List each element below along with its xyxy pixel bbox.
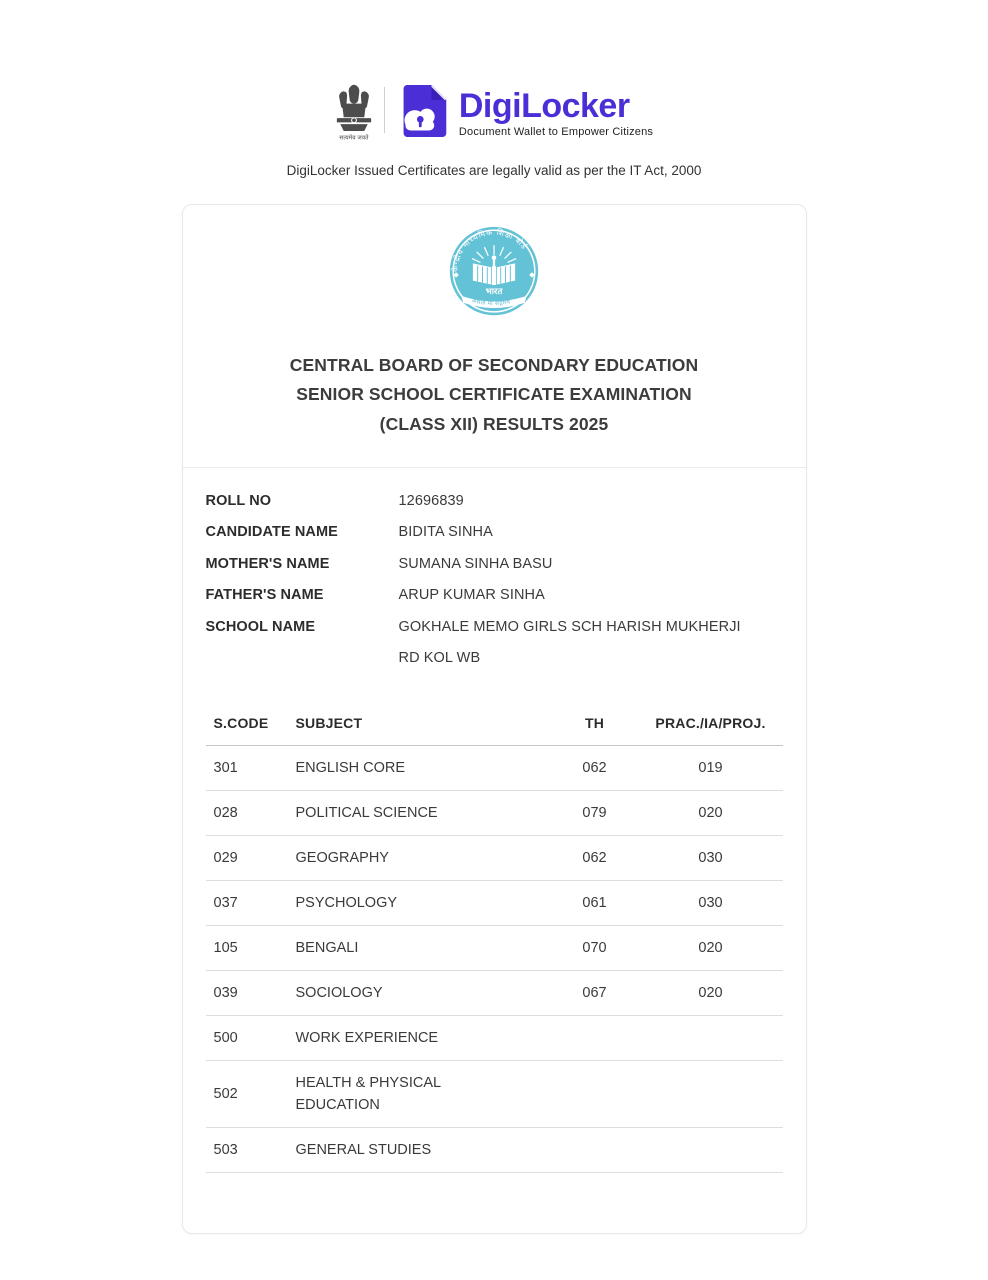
subject-code: 029 bbox=[213, 849, 238, 866]
column-header-scode: S.CODE bbox=[213, 714, 269, 731]
marks-table-row bbox=[206, 926, 783, 971]
marks-table-row bbox=[206, 1128, 783, 1173]
digilocker-wordmark: DigiLocker bbox=[458, 87, 630, 125]
theory-marks: 061 bbox=[582, 894, 607, 911]
detail-value: SUMANA SINHA BASU bbox=[398, 555, 553, 572]
column-header-prac: PRAC./IA/PROJ. bbox=[655, 714, 766, 731]
subject-name-text: GEOGRAPHY bbox=[295, 849, 389, 866]
subject-name bbox=[296, 836, 551, 880]
subject-code: 502 bbox=[213, 1085, 238, 1102]
marks-table-row bbox=[206, 836, 783, 881]
detail-value: BIDITA SINHA bbox=[398, 524, 493, 541]
detail-label: FATHER'S NAME bbox=[205, 587, 324, 604]
subject-code: 105 bbox=[213, 939, 238, 956]
detail-value: ARUP KUMAR SINHA bbox=[398, 587, 545, 604]
detail-value: 12696839 bbox=[398, 492, 464, 509]
marks-table-row bbox=[206, 1061, 783, 1128]
cbse-motto-text: असतो मा सद्गमय bbox=[470, 298, 512, 308]
certificate-title-line1: CENTRAL BOARD OF SECONDARY EDUCATION bbox=[289, 355, 699, 375]
theory-marks: 070 bbox=[582, 939, 607, 956]
detail-row bbox=[206, 517, 783, 549]
subject-name bbox=[296, 791, 551, 835]
subject-name-text: GENERAL STUDIES bbox=[295, 1141, 432, 1158]
practical-marks: 030 bbox=[698, 849, 723, 866]
subject-code: 037 bbox=[213, 894, 238, 911]
subject-name-text: WORK EXPERIENCE bbox=[295, 1029, 439, 1046]
subject-code: 301 bbox=[213, 759, 238, 776]
subject-code: 039 bbox=[213, 984, 238, 1001]
marks-table bbox=[206, 701, 783, 1173]
detail-row bbox=[206, 549, 783, 581]
subject-name-text: BENGALI bbox=[295, 939, 359, 956]
subject-name-text: ENGLISH CORE bbox=[295, 759, 406, 776]
column-header-subject: SUBJECT bbox=[295, 714, 363, 731]
marks-table-row bbox=[206, 881, 783, 926]
detail-row bbox=[206, 612, 783, 675]
theory-marks: 079 bbox=[582, 804, 607, 821]
subject-code: 028 bbox=[213, 804, 238, 821]
cbse-logo bbox=[446, 225, 542, 321]
marks-table-row bbox=[206, 746, 783, 791]
marks-table-row bbox=[206, 791, 783, 836]
subject-name bbox=[296, 1128, 551, 1172]
practical-marks: 030 bbox=[698, 894, 723, 911]
subject-name bbox=[296, 881, 551, 925]
detail-label: SCHOOL NAME bbox=[205, 618, 316, 635]
open-book-icon bbox=[473, 263, 515, 285]
certificate-title-line2: SENIOR SCHOOL CERTIFICATE EXAMINATION bbox=[296, 384, 692, 405]
marks-table-row bbox=[206, 971, 783, 1016]
detail-label: MOTHER'S NAME bbox=[205, 555, 330, 572]
header-divider bbox=[384, 87, 385, 133]
subject-name-text: PSYCHOLOGY bbox=[295, 894, 398, 911]
marks-table-row bbox=[206, 1016, 783, 1061]
subject-name-text: POLITICAL SCIENCE bbox=[295, 804, 438, 821]
detail-value: GOKHALE MEMO GIRLS SCH HARISH MUKHERJI RD KOL WB bbox=[398, 618, 741, 667]
subject-code: 503 bbox=[213, 1141, 238, 1158]
legal-notice: DigiLocker Issued Certificates are legally valid as per the IT Act, 2000 bbox=[286, 163, 702, 178]
column-header-th: TH bbox=[584, 714, 605, 731]
ashoka-lion-capital-icon bbox=[335, 83, 373, 143]
subject-name-text: HEALTH & PHYSICAL EDUCATION bbox=[295, 1074, 441, 1113]
digilocker-header bbox=[0, 0, 988, 146]
candidate-details bbox=[183, 468, 806, 675]
cloud-lock-icon bbox=[404, 109, 434, 131]
digilocker-logo-icon bbox=[398, 83, 450, 139]
theory-marks: 062 bbox=[582, 849, 607, 866]
subject-name bbox=[296, 971, 551, 1015]
detail-row bbox=[206, 580, 783, 612]
india-national-emblem-icon bbox=[335, 83, 373, 143]
subject-name-text: SOCIOLOGY bbox=[295, 984, 383, 1001]
certificate-head bbox=[183, 205, 806, 467]
detail-row bbox=[206, 486, 783, 518]
certificate-card bbox=[182, 204, 807, 1234]
detail-label: ROLL NO bbox=[205, 492, 272, 509]
subject-name bbox=[296, 926, 551, 970]
subject-name bbox=[296, 1061, 551, 1127]
cbse-arc-text: केन्द्रीय माध्यमिक शिक्षा बोर्ड bbox=[450, 227, 530, 273]
subject-name bbox=[296, 1016, 551, 1060]
bharat-text: भारत bbox=[485, 286, 503, 297]
subject-code: 500 bbox=[213, 1029, 238, 1046]
practical-marks: 020 bbox=[698, 939, 723, 956]
theory-marks: 062 bbox=[582, 759, 607, 776]
certificate-title-line3: (CLASS XII) RESULTS 2025 bbox=[379, 413, 609, 434]
theory-marks: 067 bbox=[582, 984, 607, 1001]
practical-marks: 020 bbox=[698, 804, 723, 821]
practical-marks: 020 bbox=[698, 984, 723, 1001]
subject-name bbox=[296, 746, 551, 790]
detail-label: CANDIDATE NAME bbox=[205, 524, 338, 541]
practical-marks: 019 bbox=[698, 759, 723, 776]
certificate-title bbox=[183, 351, 806, 439]
satyameva-jayate-text: सत्यमेव जयते bbox=[339, 135, 369, 142]
marks-table-header bbox=[206, 701, 783, 746]
digilocker-tagline: Document Wallet to Empower Citizens bbox=[458, 126, 654, 138]
